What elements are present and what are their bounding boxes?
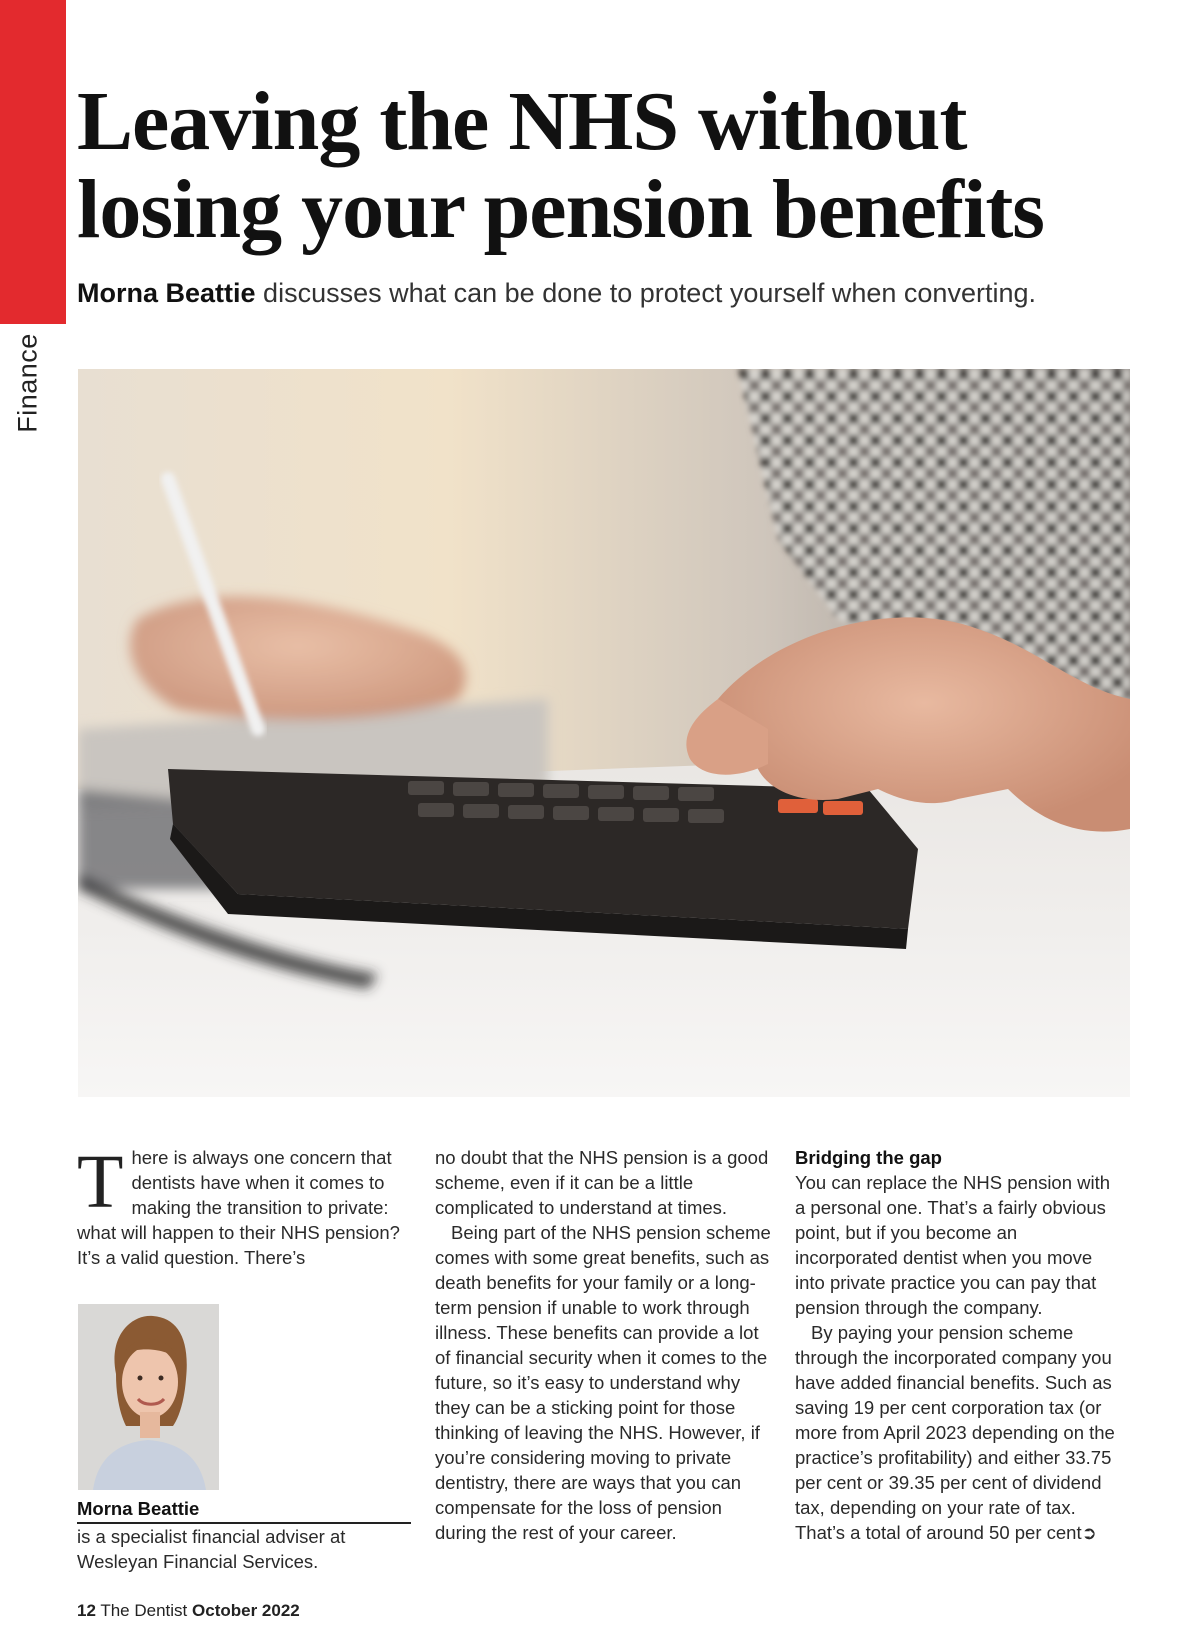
paragraph-text: By paying your pension scheme through the incorporated company you have added financial benefits. Such as saving 19 per cent corporation tax (or more from April 2023 depending on the practice’s profitability) and either 33.75 per cent or 39.35 per cent of dividend tax, depending on your rate of tax. That’s a total of around 50 per cent xyxy=(795,1322,1115,1543)
page-number: 12 xyxy=(77,1601,96,1620)
paragraph xyxy=(795,1320,1125,1546)
intro-text: here is always one concern that dentists have when it comes to making the transition to private: what will happen to their NHS pension? It’s a valid question. There’s xyxy=(77,1147,400,1268)
standfirst-author: Morna Beattie xyxy=(77,278,256,308)
subheading: Bridging the gap xyxy=(795,1147,942,1168)
section-color-bar xyxy=(0,0,66,324)
paragraph: Being part of the NHS pension scheme comes with some great benefits, such as death benefits for your family or a long-term pension if unable to work through illness. These benefits can provide a lot of financial security when it comes to the future, so it’s easy to understand why they can be a sticking point for those thinking of leaving the NHS. However, if you’re considering moving to private dentistry, there are ways that you can compensate for the loss of pension during the rest of your career. xyxy=(435,1222,771,1543)
issue-date: October 2022 xyxy=(192,1601,300,1620)
calculator-photo-illustration xyxy=(78,369,1130,1097)
author-photo xyxy=(78,1304,219,1490)
body-column-3 xyxy=(795,1145,1125,1546)
page-footer xyxy=(77,1601,300,1621)
article-title: Leaving the NHS without losing your pension benefits xyxy=(77,75,1044,256)
paragraph: You can replace the NHS pension with a personal one. That’s a fairly obvious point, but if you become an incorporated dentist when you move into private practice you can pay that pension through the company. xyxy=(795,1172,1111,1318)
continue-arrow-icon: ➲ xyxy=(1081,1523,1097,1543)
body-column-1 xyxy=(77,1140,415,1270)
body-column-2 xyxy=(435,1145,773,1545)
standfirst xyxy=(77,278,1177,309)
author-portrait-illustration xyxy=(78,1304,219,1490)
publication-name: The Dentist xyxy=(100,1601,188,1620)
author-box-name: Morna Beattie xyxy=(77,1498,411,1524)
drop-cap: T xyxy=(77,1140,124,1224)
section-label: Finance xyxy=(12,333,43,433)
hero-photo xyxy=(78,369,1130,1097)
author-box-bio: is a specialist financial adviser at Wesleyan Financial Services. xyxy=(77,1526,346,1572)
paragraph: no doubt that the NHS pension is a good scheme, even if it can be a little complicated to understand at times. xyxy=(435,1147,769,1218)
standfirst-text: discusses what can be done to protect yourself when converting. xyxy=(255,278,1036,308)
intro-paragraph xyxy=(77,1140,415,1270)
